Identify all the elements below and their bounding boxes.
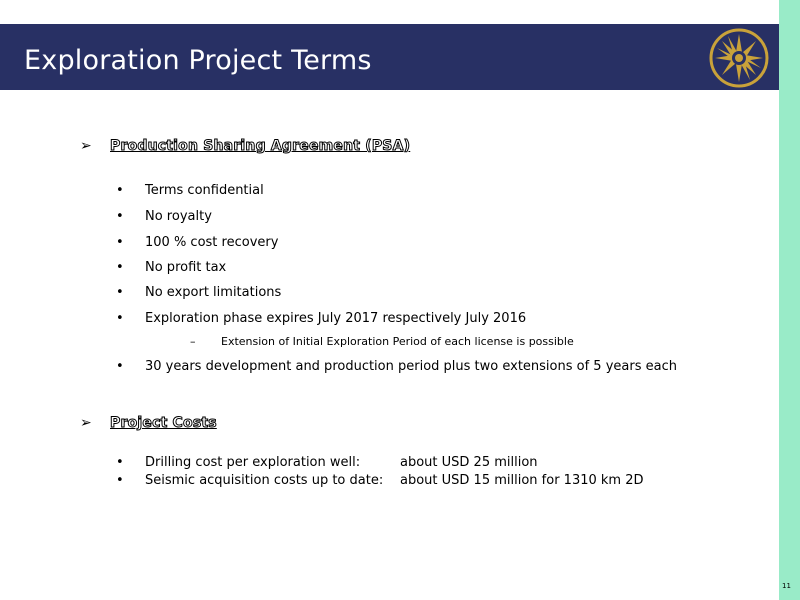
cost-value: about USD 25 million: [400, 455, 538, 470]
dash-bullet-icon: –: [190, 335, 196, 348]
list-item-text: 100 % cost recovery: [145, 235, 279, 250]
cost-value: about USD 15 million for 1310 km 2D: [400, 473, 644, 488]
cost-label: Seismic acquisition costs up to date:: [145, 473, 384, 488]
arrow-bullet-icon: ➢: [80, 138, 92, 154]
list-item-text: No profit tax: [145, 260, 227, 275]
list-item-text: 30 years development and production period plus two extensions of 5 years each: [145, 359, 677, 374]
list-item-text: Exploration phase expires July 2017 respectively July 2016: [145, 311, 527, 326]
bullet-icon: •: [116, 209, 124, 224]
bullet-icon: •: [116, 359, 124, 374]
bullet-icon: •: [116, 473, 124, 488]
bullet-icon: •: [116, 285, 124, 300]
costs-heading: Project Costs: [110, 415, 217, 431]
arrow-bullet-icon: ➢: [80, 415, 92, 431]
page-number: 11: [782, 582, 791, 590]
list-item-text: No royalty: [145, 209, 212, 224]
psa-heading: Production Sharing Agreement (PSA): [110, 138, 411, 154]
cost-label: Drilling cost per exploration well:: [145, 455, 361, 470]
page-title: Exploration Project Terms: [24, 45, 372, 76]
bullet-icon: •: [116, 455, 124, 470]
list-item-text: Terms confidential: [145, 183, 264, 198]
sub-list-item-text: Extension of Initial Exploration Period of each license is possible: [221, 335, 574, 348]
bullet-icon: •: [116, 260, 124, 275]
sun-logo-icon: [706, 26, 772, 90]
side-accent-bar: [779, 0, 800, 600]
list-item-text: No export limitations: [145, 285, 282, 300]
bullet-icon: •: [116, 235, 124, 250]
bullet-icon: •: [116, 311, 124, 326]
bullet-icon: •: [116, 183, 124, 198]
